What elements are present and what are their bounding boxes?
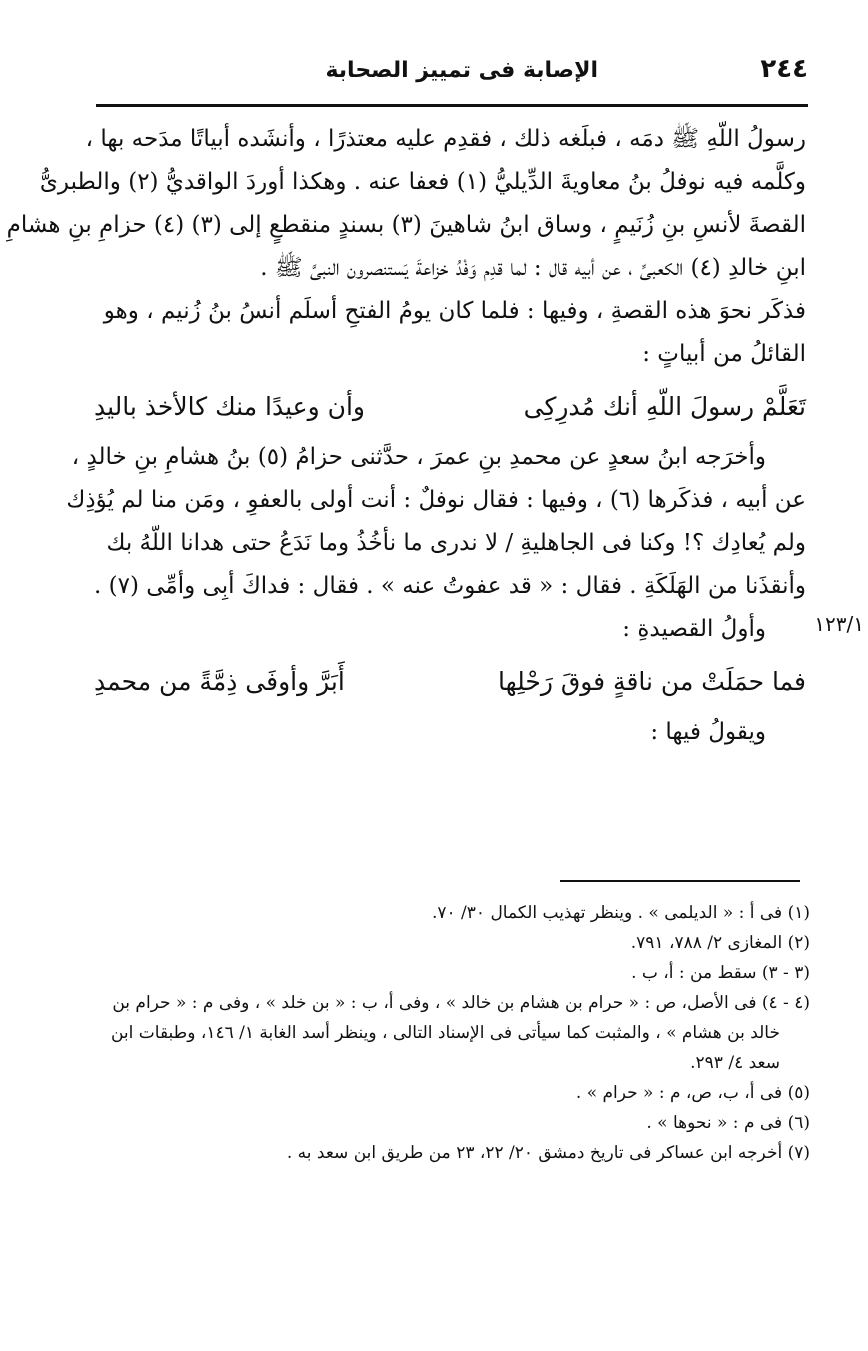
footnote-continuation: خالد بن هشام » ، والمثبت كما سيأتى فى الإسناد التالى ، وينظر أسد الغابة ١/ ١٤٦، وطبقات ابن [110,1023,780,1043]
running-title: الإصابة فى تمييز الصحابة [325,58,598,83]
footnote: (٢) المغازى ٢/ ٧٨٨، ٧٩١. [630,933,810,953]
main-text [6,118,806,754]
text-line: رسولُ اللّهِ ﷺ دمَه ، فبلَغه ذلك ، فقدِم عليه معتذرًا ، وأنشَده أبياتًا مدَحه بها ، [85,126,806,152]
footnote-rule [560,880,800,882]
text-line: ويقولُ فيها : [650,719,766,745]
text-line: فذكَر نحوَ هذه القصةِ ، وفيها : فلما كان يومُ الفتحِ أسلَم أنسُ بنُ زُنيم ، وهو [103,298,806,324]
verse-line [94,376,806,436]
footnote: (٦) فى م : « نحوها » . [646,1113,810,1133]
page-number: ٢٤٤ [760,54,808,84]
verse-first-hemistich: فما حمَلَتْ من ناقةٍ فوقَ رَحْلِها [497,666,806,696]
header-rule [96,104,808,107]
text-line: القصةَ لأنسِ بنِ زُنَيمٍ ، وساق ابنُ شاهينَ (٣) بسندٍ منقطعٍ إلى (٣) (٤) حزامِ بنِ هشامِ [6,212,806,238]
text-line: وأولُ القصيدةِ : [622,616,766,642]
footnote-continuation: سعد ٤/ ٢٩٣. [690,1053,780,1073]
footnotes [92,898,810,1168]
text-line: وأخرَجه ابنُ سعدٍ عن محمدِ بنِ عمرَ ، حدَّثنى حزامُ (٥) بنُ هشامِ بنِ خالدٍ ، [71,444,766,470]
text-line: وكلَّمه فيه نوفلُ بنُ معاويةَ الدِّيليُّ (١) فعفا عنه . وهكذا أوردَ الواقديُّ (٢) والطبرىُّ [39,169,806,195]
footnote: (٥) فى أ، ب، ص، م : « حرام » . [575,1083,810,1103]
text-line: القائلُ من أبياتٍ : [642,341,806,367]
footnote: (٤ - ٤) فى الأصل، ص : « حرام بن هشام بن خالد » ، وفى أ، ب : « بن خلد » ، وفى م : « حرام بن [112,993,810,1013]
verse-line [94,651,806,711]
margin-folio-note: ١٢٣/١ [814,612,864,636]
footnote: (٣ - ٣) سقط من : أ، ب . [631,963,810,983]
footnote: (٧) أخرجه ابن عساكر فى تاريخ دمشق ٢٠/ ٢٢، ٢٣ من طريق ابن سعد به . [286,1143,810,1163]
verse-first-hemistich: تَعَلَّمْ رسولَ اللّهِ أنك مُدرِكِى [523,391,806,421]
text-line: عن أبيه ، فذكَرها (٦) ، وفيها : فقال نوفلٌ : أنت أولى بالعفوِ ، ومَن منا لم يُؤذِك [66,487,806,513]
footnote: (١) فى أ : « الديلمى » . وينظر تهذيب الكمال ٣٠/ ٧٠. [431,903,810,923]
text-line: ولم يُعادِك ؟! وكنا فى الجاهليةِ / لا ندرى ما نأخُذُ وما نَدَعُ حتى هدانا اللّهُ بك [106,530,806,556]
page-header [96,52,808,92]
verse-second-hemistich: أَبَرَّ وأوفَى ذِمَّةً من محمدِ [94,666,345,696]
text-line: ابنِ خالدِ (٤) الكعبىِّ ، عن أبيه قال : لما قدِم وَفْدُ خزاعةَ يَستنصرون النبىَّ ﷺ . [260,255,806,281]
verse-second-hemistich: وأن وعيدًا منك كالأخذ باليدِ [94,391,365,421]
text-line: وأنقذَنا من الهَلَكَةِ . فقال : « قد عفوتُ عنه » . فقال : فداكَ أبِى وأمِّى (٧) . [94,573,806,599]
